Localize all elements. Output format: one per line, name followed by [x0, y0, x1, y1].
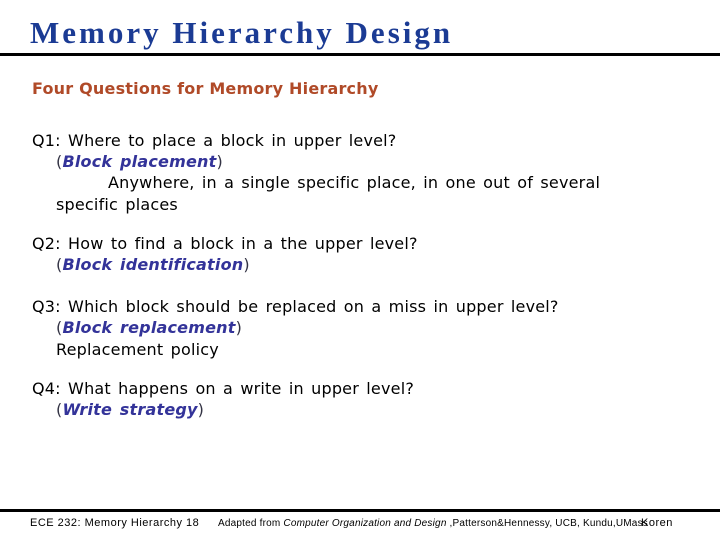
page-title: Memory Hierarchy Design — [30, 15, 454, 50]
open-paren-q4: ( — [56, 400, 63, 419]
detail-q1-line2: specific places — [56, 195, 178, 214]
footer-credit-suffix: ,Patterson&Hennessy, UCB, Kundu,UMass — [446, 518, 648, 529]
open-paren-q1: ( — [56, 152, 63, 171]
close-paren-q3: ) — [235, 318, 243, 337]
footer-credit-prefix: Adapted from — [218, 518, 284, 529]
detail-q1-line1: Anywhere, in a single specific place, in one out of several — [108, 173, 601, 192]
term-line-q2 — [56, 254, 250, 275]
open-paren-q2: ( — [56, 255, 63, 274]
close-paren-q1: ) — [216, 152, 223, 171]
question-q3: Q3: Which block should be replaced on a miss in upper level? — [32, 297, 559, 316]
term-q4: Write strategy — [62, 400, 198, 419]
close-paren-q2: ) — [243, 255, 250, 274]
term-line-q4 — [56, 399, 204, 420]
question-q1: Q1: Where to place a block in upper level? — [32, 131, 397, 150]
question-q4: Q4: What happens on a write in upper level? — [32, 379, 415, 398]
title-divider — [0, 53, 720, 56]
close-paren-q4: ) — [197, 400, 205, 419]
term-q2: Block identification — [62, 255, 244, 274]
footer-divider — [0, 509, 720, 512]
term-line-q1 — [56, 151, 223, 172]
term-q3: Block replacement — [62, 318, 236, 337]
question-q2: Q2: How to find a block in a the upper level? — [32, 234, 418, 253]
term-line-q3 — [56, 317, 242, 338]
footer-author-label: Koren — [641, 517, 673, 529]
footer-credit — [218, 518, 648, 529]
footer-course-label: ECE 232: Memory Hierarchy 18 — [30, 517, 200, 529]
detail-q3-line1: Replacement policy — [56, 340, 219, 359]
open-paren-q3: ( — [56, 318, 63, 337]
term-q1: Block placement — [62, 152, 217, 171]
slide-subtitle: Four Questions for Memory Hierarchy — [32, 79, 379, 98]
footer-credit-book-title: Computer Organization and Design — [283, 518, 447, 529]
